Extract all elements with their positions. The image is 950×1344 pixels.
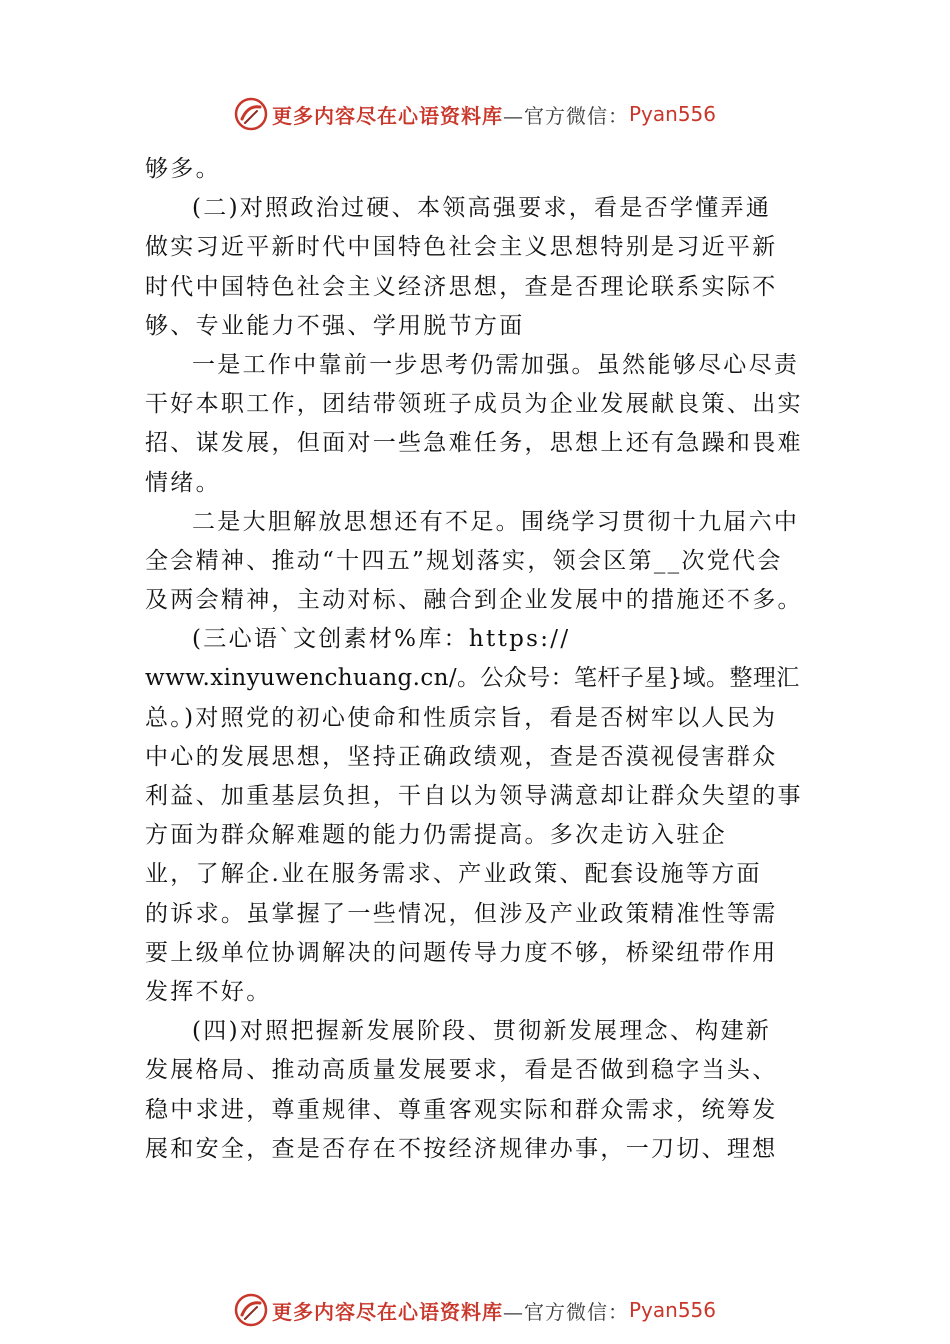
text-line: 干好本职工作，团结带领班子成员为企业发展献良策、出实	[145, 391, 803, 418]
header-watermark	[0, 94, 950, 134]
watermark-brand-text: 更多内容尽在心语资料库	[271, 103, 503, 128]
xinyu-logo-icon	[234, 1293, 268, 1327]
text-line: 利益、加重基层负担，干自以为领导满意却让群众失望的事	[145, 783, 803, 809]
text-line: 总。)对照党的初心使命和性质宗旨，看是否树牢以人民为	[145, 704, 778, 731]
watermark-brand-text: 更多内容尽在心语资料库	[271, 1299, 503, 1324]
text-line: 发挥不好。	[145, 978, 272, 1005]
text-line: 够多。	[145, 156, 221, 182]
text-line: 中心的发展思想，坚持正确政绩观，查是否漠视侵害群众	[145, 743, 778, 770]
text-line: 够、专业能力不强、学用脱节方面	[145, 312, 525, 339]
text-line: 方面为群众解难题的能力仍需提高。多次走访入驻企	[145, 822, 727, 849]
text-line: 及两会精神，主动对标、融合到企业发展中的措施还不多。	[145, 587, 803, 614]
section-heading: (四)对照把握新发展阶段、贯彻新发展理念、构建新	[192, 1018, 772, 1045]
text-line: 全会精神、推动“十四五”规划落实，领会区第__次党代会	[145, 547, 783, 574]
text-line: 招、谋发展，但面对一些急难任务，思想上还有急躁和畏难	[145, 430, 803, 457]
text-line-url: www.xinyuwenchuang.cn/。公众号：笔杆子星}域。整理汇	[145, 665, 800, 692]
section-heading: (二)对照政治过硬、本领高强要求，看是否学懂弄通	[192, 195, 772, 222]
document-body	[145, 150, 825, 1169]
watermark-separator-text: —官方微信：	[502, 1299, 629, 1324]
text-line: 时代中国特色社会主义经济思想，查是否理论联系实际不	[145, 273, 778, 300]
text-line: 二是大胆解放思想还有不足。围绕学习贯彻十九届六中	[192, 508, 800, 535]
footer-watermark	[0, 1290, 950, 1330]
text-line: 一是工作中靠前一步思考仍需加强。虽然能够尽心尽责	[192, 351, 800, 378]
text-line: 做实习近平新时代中国特色社会主义思想特别是习近平新	[145, 234, 778, 261]
text-line: 的诉求。虽掌握了一些情况，但涉及产业政策精准性等需	[145, 900, 778, 927]
text-line: 展和安全，查是否存在不按经济规律办事，一刀切、理想	[145, 1135, 778, 1162]
text-line: 情绪。	[145, 469, 221, 496]
watermark-wechat-id: Pyan556	[628, 1298, 716, 1322]
watermark-wechat-id: Pyan556	[628, 102, 716, 126]
text-line: 发展格局、推动高质量发展要求，看是否做到稳字当头、	[145, 1057, 778, 1084]
text-line: 稳中求进，尊重规律、尊重客观实际和群众需求，统筹发	[145, 1096, 778, 1123]
text-line: 业，了解企.业在服务需求、产业政策、配套设施等方面	[145, 861, 762, 888]
xinyu-logo-icon	[234, 97, 268, 131]
section-heading: (三心语`文创素材%库：https://	[192, 626, 571, 653]
text-line: 要上级单位协调解决的问题传导力度不够，桥梁纽带作用	[145, 939, 778, 966]
watermark-separator-text: —官方微信：	[502, 103, 629, 128]
